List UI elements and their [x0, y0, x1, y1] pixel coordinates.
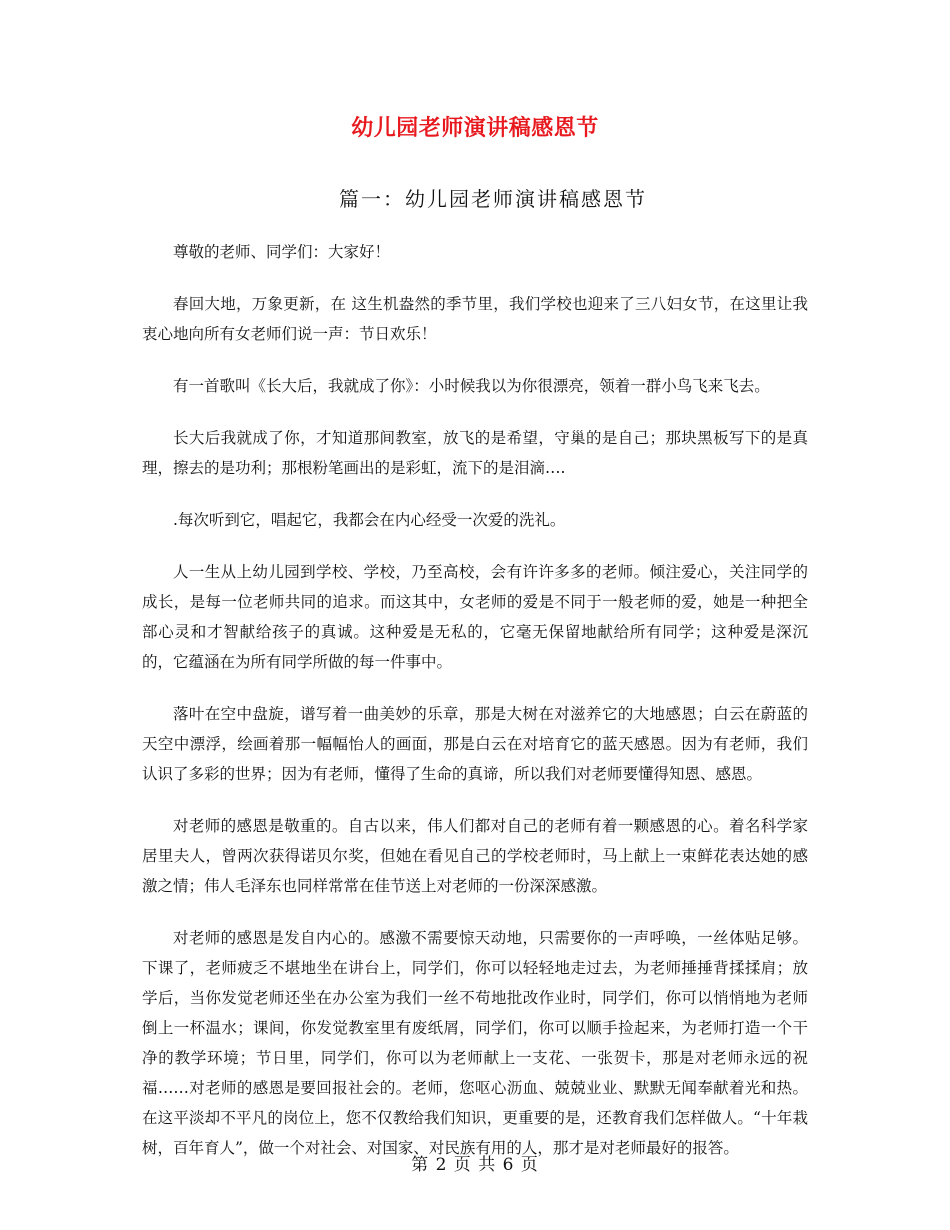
document-body [142, 237, 808, 1185]
document-title: 幼儿园老师演讲稿感恩节 [351, 115, 599, 141]
paragraph: 落叶在空中盘旋，谱写着一曲美妙的乐章，那是大树在对滋养它的大地感恩；白云在蔚蓝的天空中漂浮，绘画着那一幅幅怡人的画面，那是白云在对培育它的蓝天感恩。因为有老师，我们认识了多彩的世界；因为有老师，懂得了生命的真谛，所以我们对老师要懂得知恩、感恩。 [142, 705, 808, 783]
paragraph: 长大后我就成了你，才知道那间教室，放飞的是希望，守巢的是自己；那块黑板写下的是真理，擦去的是功利；那根粉笔画出的是彩虹，流下的是泪滴…. [142, 429, 808, 477]
paragraph: 春回大地，万象更新，在 这生机盎然的季节里，我们学校也迎来了三八妇女节，在这里让我衷心地向所有女老师们说一声：节日欢乐！ [142, 295, 808, 343]
paragraph: .每次听到它，唱起它，我都会在内心经受一次爱的洗礼。 [173, 511, 566, 529]
paragraph: 人一生从上幼儿园到学校、学校，乃至高校，会有许许多多的老师。倾注爱心，关注同学的成长，是每一位老师共同的追求。而这其中，女老师的爱是不同于一般老师的爱，她是一种把全部心灵和才智献给孩子的真诚。这种爱是无私的，它毫无保留地献给所有同学；这种爱是深沉的，它蕴涵在为所有同学所做的每一件事中。 [142, 563, 808, 671]
paragraph: 对老师的感恩是敬重的。自古以来，伟人们都对自己的老师有着一颗感恩的心。着名科学家居里夫人，曾两次获得诺贝尔奖，但她在看见自己的学校老师时，马上献上一束鲜花表达她的感激之情；伟人毛泽东也同样常常在佳节送上对老师的一份深深感激。 [142, 817, 808, 895]
paragraph: 对老师的感恩是发自内心的。感激不需要惊天动地，只需要你的一声呼唤，一丝体贴足够。下课了，老师疲乏不堪地坐在讲台上，同学们，你可以轻轻地走过去，为老师捶捶背揉揉肩；放学后，当你发觉老师还坐在办公室为我们一丝不苟地批改作业时，同学们，你可以悄悄地为老师倒上一杯温水；课间，你发觉教室里有废纸屑，同学们，你可以顺手捡起来，为老师打造一个干净的教学环境；节日里，同学们，你可以为老师献上一支花、一张贺卡，那是对老师永远的祝福……对老师的感恩是要回报社会的。老师，您呕心沥血、兢兢业业、默默无闻奉献着光和热。在这平淡却不平凡的岗位上，您不仅教给我们知识，更重要的是，还教育我们怎样做人。“十年栽树，百年育人”，做一个对社会、对国家、对民族有用的人，那才是对老师最好的报答。 [142, 929, 808, 1157]
paragraph-greeting: 尊敬的老师、同学们：大家好！ [173, 243, 391, 261]
page-number-footer: 第 2 页 共 6 页 [411, 1155, 539, 1175]
paragraph: 有一首歌叫《长大后，我就成了你》：小时候我以为你很漂亮，领着一群小鸟飞来飞去。 [173, 377, 770, 395]
section-heading: 篇一：幼儿园老师演讲稿感恩节 [339, 187, 647, 211]
